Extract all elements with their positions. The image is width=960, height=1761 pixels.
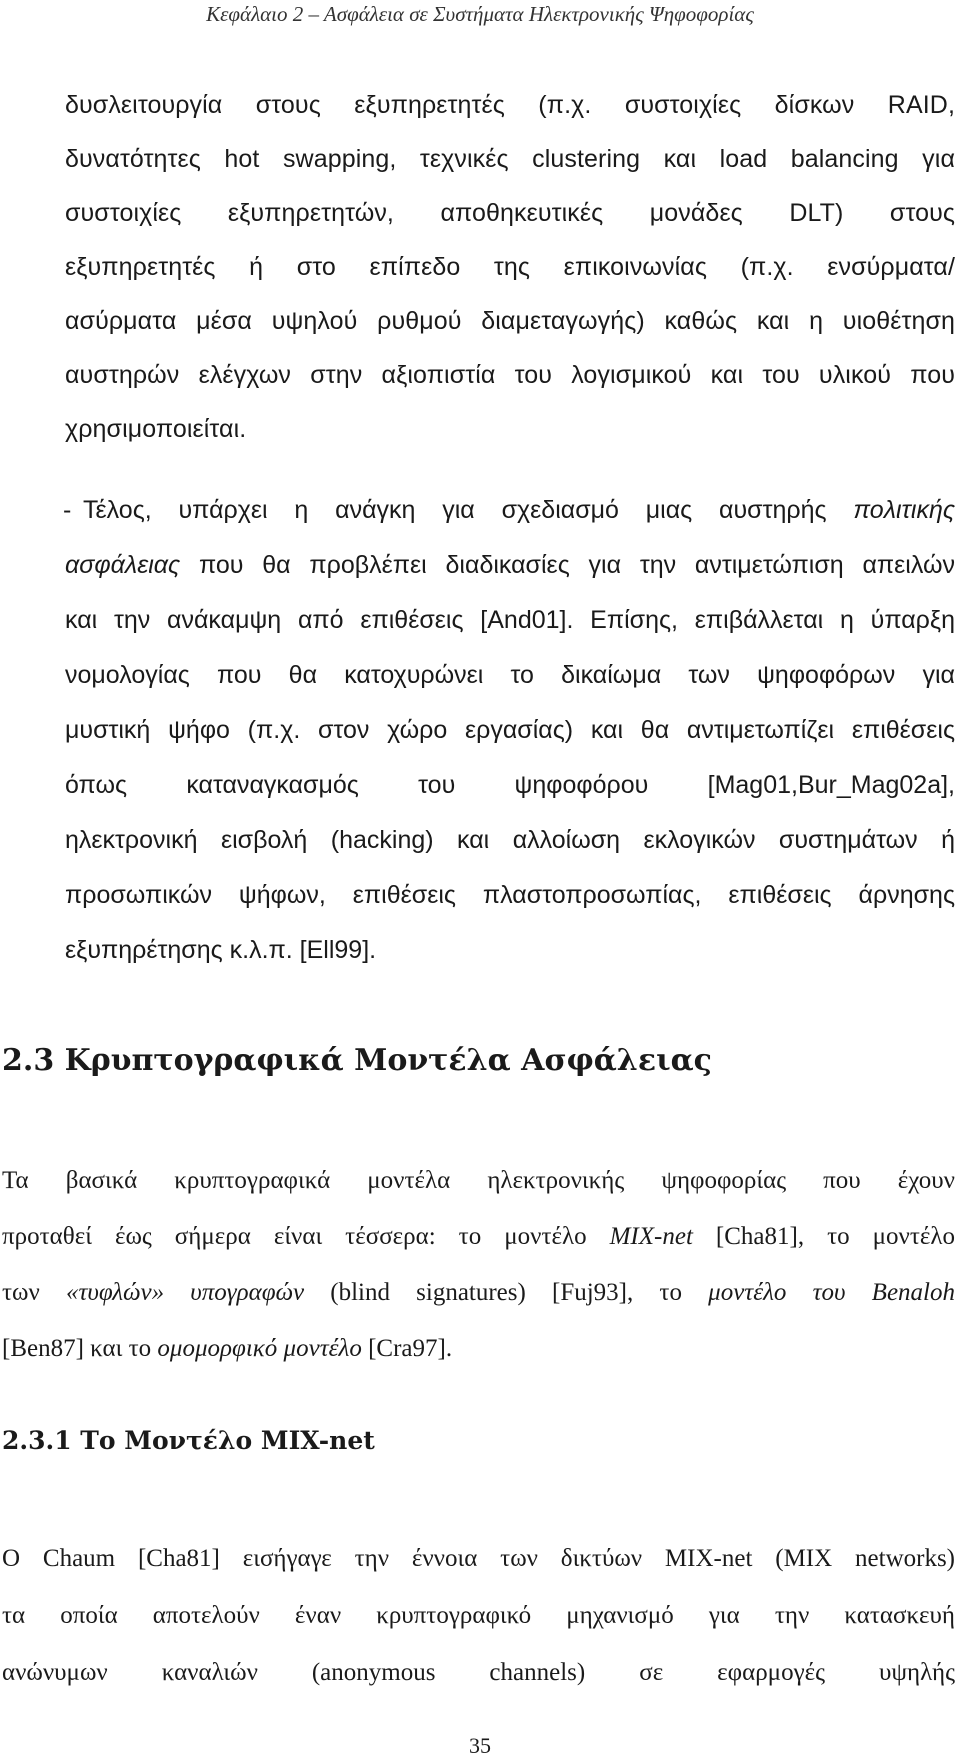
text-line — [2, 1265, 955, 1321]
text-run: (blind signatures) [Fuj93], το — [304, 1279, 709, 1306]
running-header: Κεφάλαιο 2 – Ασφάλεια σε Συστήματα Ηλεκτρονικής Ψηφοφορίας — [206, 2, 754, 26]
text-run: [Cha81], το μοντέλο — [692, 1223, 955, 1250]
section-heading: 2.3 Κρυπτογραφικά Μοντέλα Ασφάλειας — [2, 1043, 712, 1078]
text-run: των — [2, 1279, 66, 1306]
text-line: Ο Chaum [Cha81] εισήγαγε την έννοια των δικτύων MIX-net (MIX networks) — [2, 1545, 955, 1572]
list-bullet: - — [63, 496, 72, 524]
text-line: Τα βασικά κρυπτογραφικά μοντέλα ηλεκτρονικής ψηφοφορίας που έχουν — [2, 1167, 955, 1194]
text-run: [Ben87] και το — [2, 1335, 158, 1362]
text-run: Τέλος, υπάρχει η ανάγκη για σχεδιασμό μιας αυστηρής — [83, 496, 854, 524]
text-line: δυσλειτουργία στους εξυπηρετητές (π.χ. συστοιχίες δίσκων RAID, — [65, 91, 955, 119]
text-line: προσωπικών ψήφων, επιθέσεις πλαστοπροσωπίας, επιθέσεις άρνησης — [65, 881, 955, 909]
text-line — [65, 538, 955, 593]
text-run: [Cra97]. — [361, 1335, 453, 1362]
text-line: εξυπηρέτησης κ.λ.π. [Ell99]. — [65, 936, 377, 964]
paragraph-security-policy — [65, 483, 955, 978]
text-line: δυνατότητες hot swapping, τεχνικές clustering και load balancing για — [65, 145, 955, 173]
text-run: προταθεί έως σήμερα είναι τέσσερα: το μοντέλο — [2, 1223, 610, 1250]
italic-term: μοντέλο του Benaloh — [708, 1279, 955, 1306]
text-line: τα οποία αποτελούν έναν κρυπτογραφικό μηχανισμό για την κατασκευή — [2, 1602, 955, 1629]
italic-term: «τυφλών» υπογραφών — [65, 1279, 305, 1306]
italic-term: ομομορφικό μοντέλο — [157, 1335, 362, 1362]
paragraph-crypto-models — [2, 1153, 955, 1377]
subsection-heading: 2.3.1 Το Μοντέλο MIX-net — [2, 1426, 375, 1455]
text-line: ανώνυμων καναλιών (anonymous channels) σε εφαρμογές υψηλής — [2, 1659, 955, 1686]
text-line: αυστηρών ελέγχων στην αξιοπιστία του λογισμικού και του υλικού που — [65, 361, 955, 389]
italic-term: MIX-net — [609, 1223, 693, 1250]
text-line — [65, 483, 955, 538]
text-line: ασύρματα μέσα υψηλού ρυθμού διαμεταγωγής) καθώς και η υιοθέτηση — [65, 307, 955, 335]
page-number: 35 — [469, 1733, 491, 1758]
italic-term: πολιτικής — [853, 496, 955, 524]
text-line: και την ανάκαμψη από επιθέσεις [And01]. Επίσης, επιβάλλεται η ύπαρξη — [65, 606, 955, 634]
text-line: χρησιμοποιείται. — [65, 415, 247, 443]
text-line: όπως καταναγκασμός του ψηφοφόρου [Mag01,Bur_Mag02a], — [65, 771, 955, 799]
text-line: μυστική ψήφο (π.χ. στον χώρο εργασίας) και θα αντιμετωπίζει επιθέσεις — [65, 716, 955, 744]
text-line: νομολογίας που θα κατοχυρώνει το δικαίωμα των ψηφοφόρων για — [65, 661, 955, 689]
text-line: συστοιχίες εξυπηρετητών, αποθηκευτικές μονάδες DLT) στους — [65, 199, 955, 227]
text-line — [2, 1209, 955, 1265]
text-line — [2, 1321, 955, 1377]
paragraph-reliability — [65, 78, 955, 456]
paragraph-mixnet — [2, 1530, 955, 1701]
italic-term: ασφάλειας — [65, 551, 181, 579]
text-line: εξυπηρετητές ή στο επίπεδο της επικοινωνίας (π.χ. ενσύρματα/ — [65, 253, 955, 281]
text-line: ηλεκτρονική εισβολή (hacking) και αλλοίωση εκλογικών συστημάτων ή — [65, 826, 955, 854]
text-run: που θα προβλέπει διαδικασίες για την αντιμετώπιση απειλών — [180, 551, 955, 579]
